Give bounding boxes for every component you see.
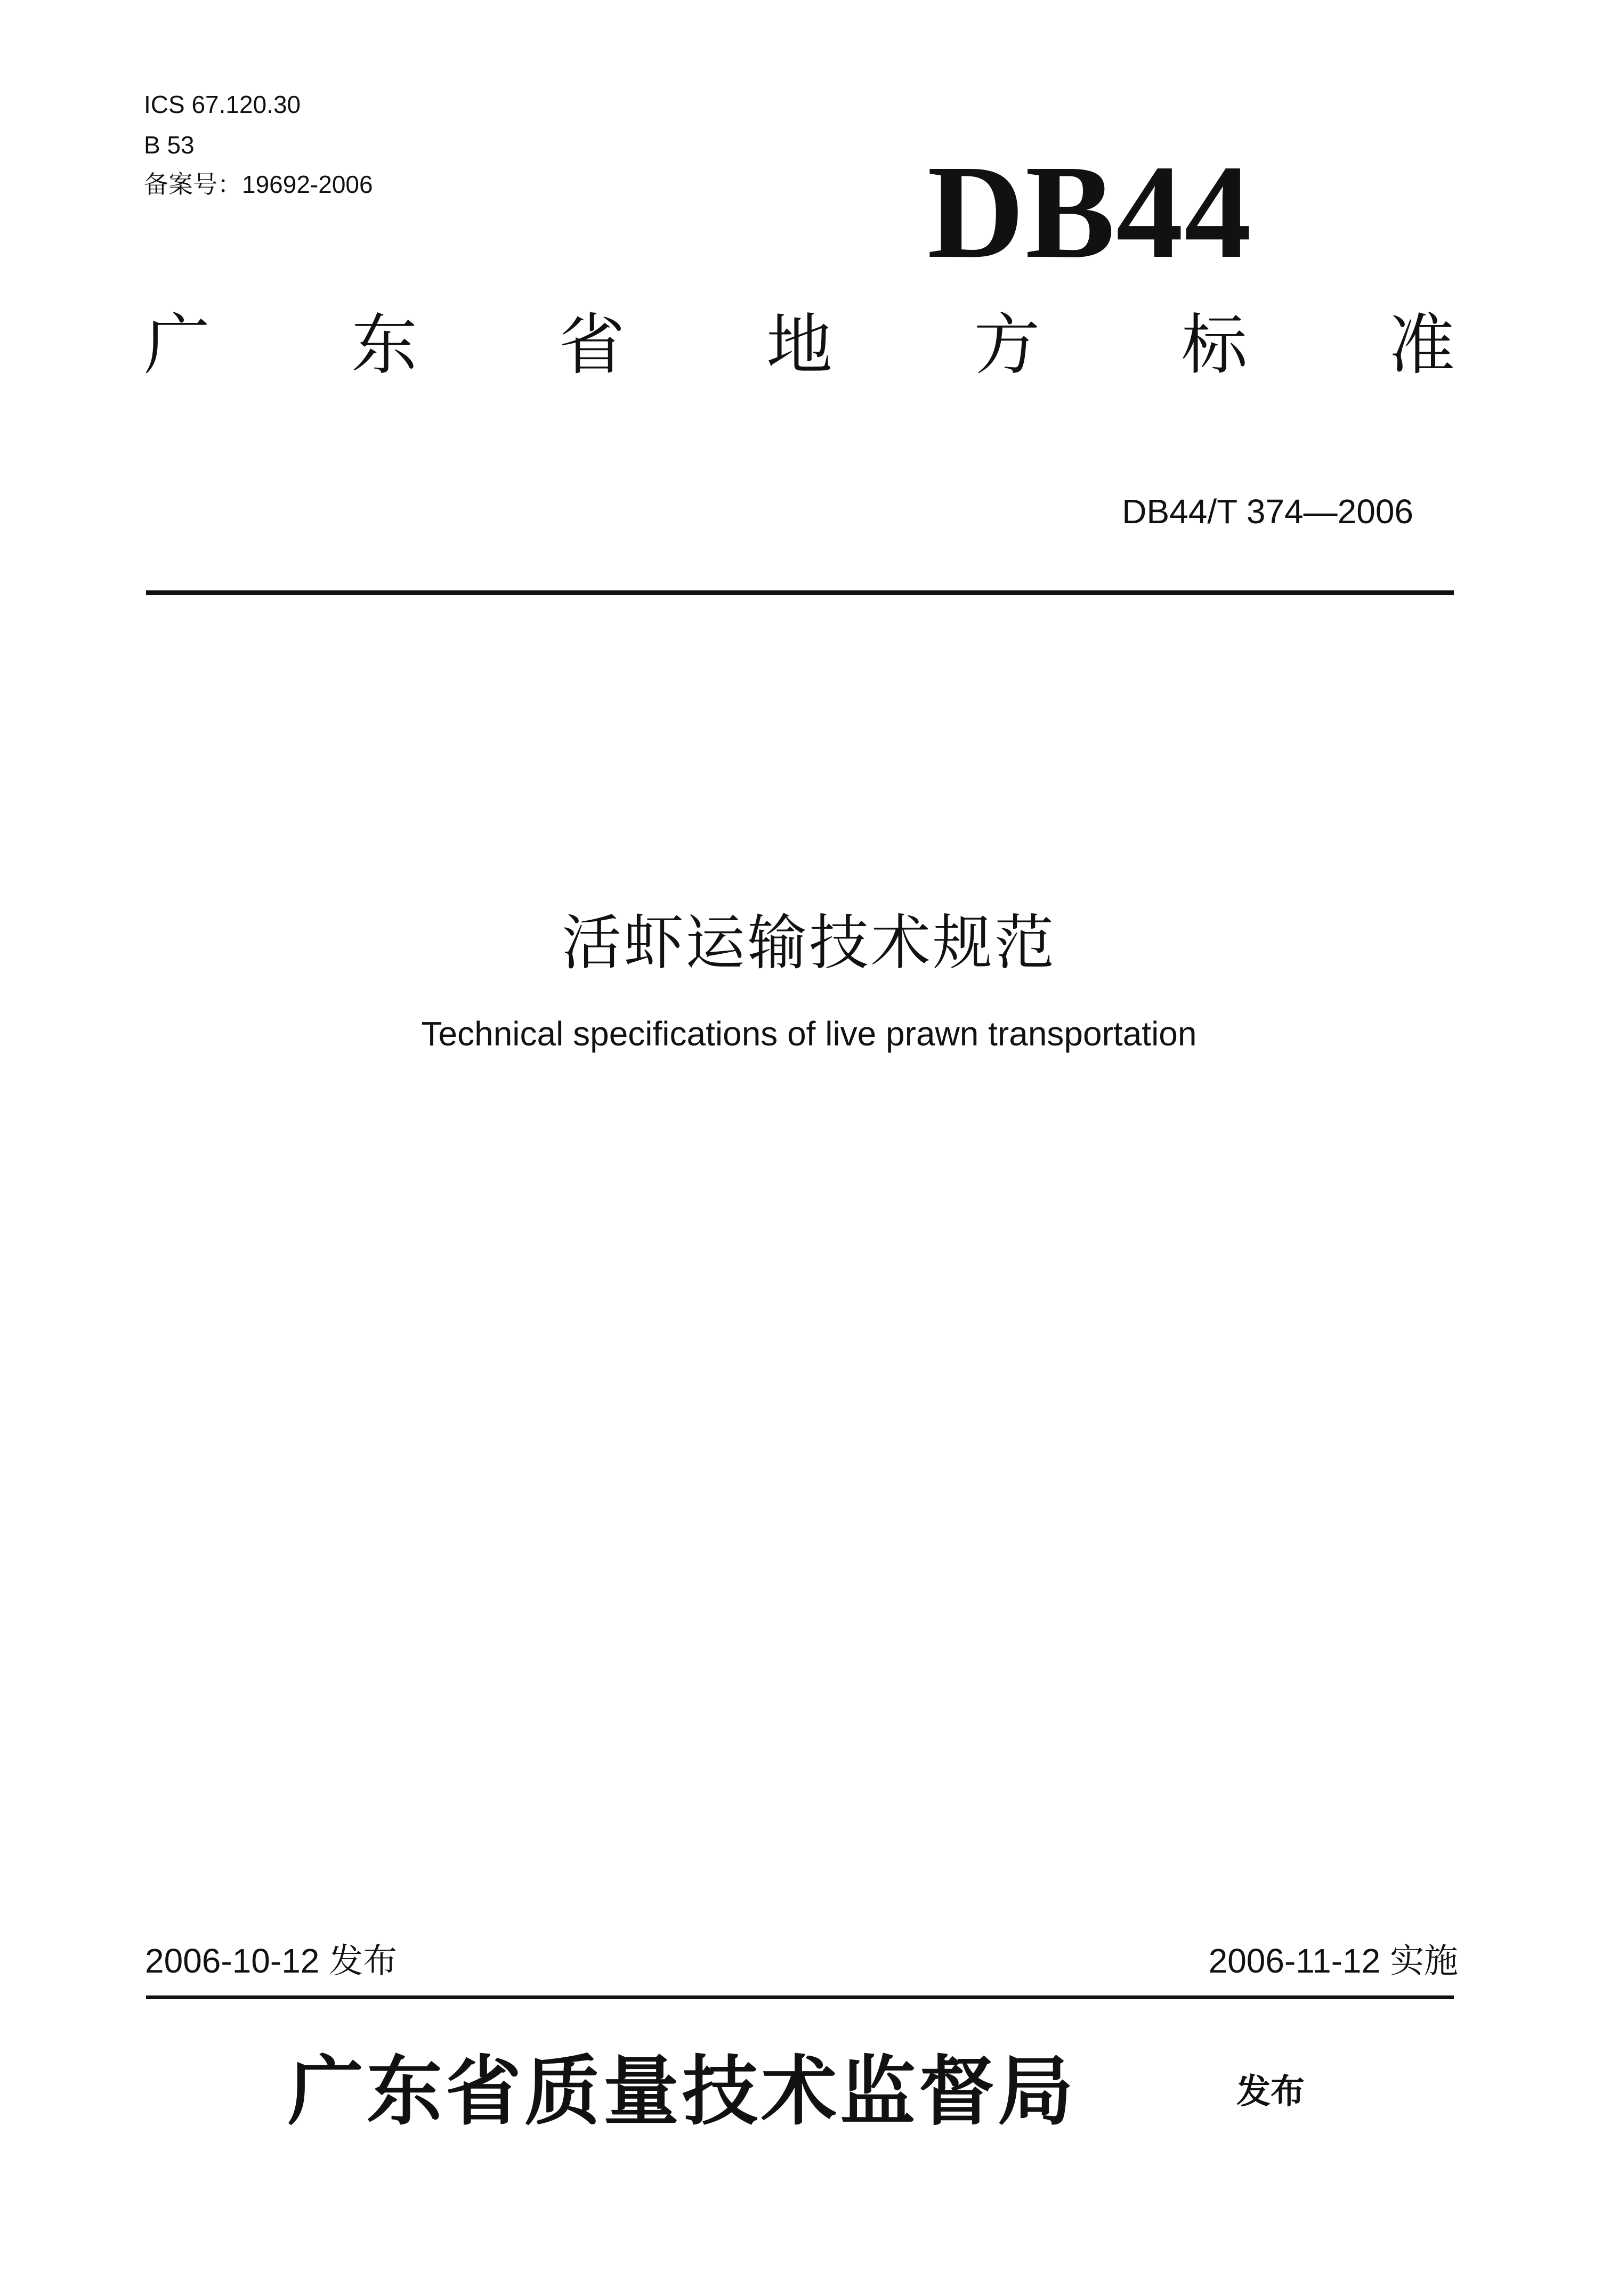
ccs-code: B 53: [144, 131, 195, 159]
db-mark: DB44: [927, 137, 1253, 286]
top-divider: [146, 590, 1454, 595]
standard-type-char: 准: [1388, 307, 1455, 384]
standard-type-char: 东: [351, 307, 418, 384]
standard-number: DB44/T 374—2006: [1122, 492, 1413, 531]
standard-type-char: 地: [766, 307, 832, 384]
bottom-divider: [146, 1995, 1454, 1999]
issuer-suffix: 发布: [1236, 2072, 1305, 2112]
issuer-name: 广东省质量技术监督局: [288, 2047, 1077, 2136]
issue-date: 2006-10-12 发布: [145, 1942, 398, 1980]
implementation-date: 2006-11-12 实施: [1208, 1942, 1458, 1980]
ics-code: ICS 67.120.30: [144, 91, 301, 118]
standard-type-char: 广: [144, 307, 211, 384]
record-number: 备案号：19692-2006: [144, 171, 373, 198]
title-english: Technical specifications of live prawn transportation: [421, 1015, 1197, 1053]
standard-type-heading: [144, 303, 1455, 388]
standard-type-char: 省: [559, 307, 625, 384]
title-chinese: 活虾运输技术规范: [562, 908, 1056, 978]
standard-type-char: 标: [1181, 307, 1248, 384]
standard-type-char: 方: [974, 307, 1040, 384]
